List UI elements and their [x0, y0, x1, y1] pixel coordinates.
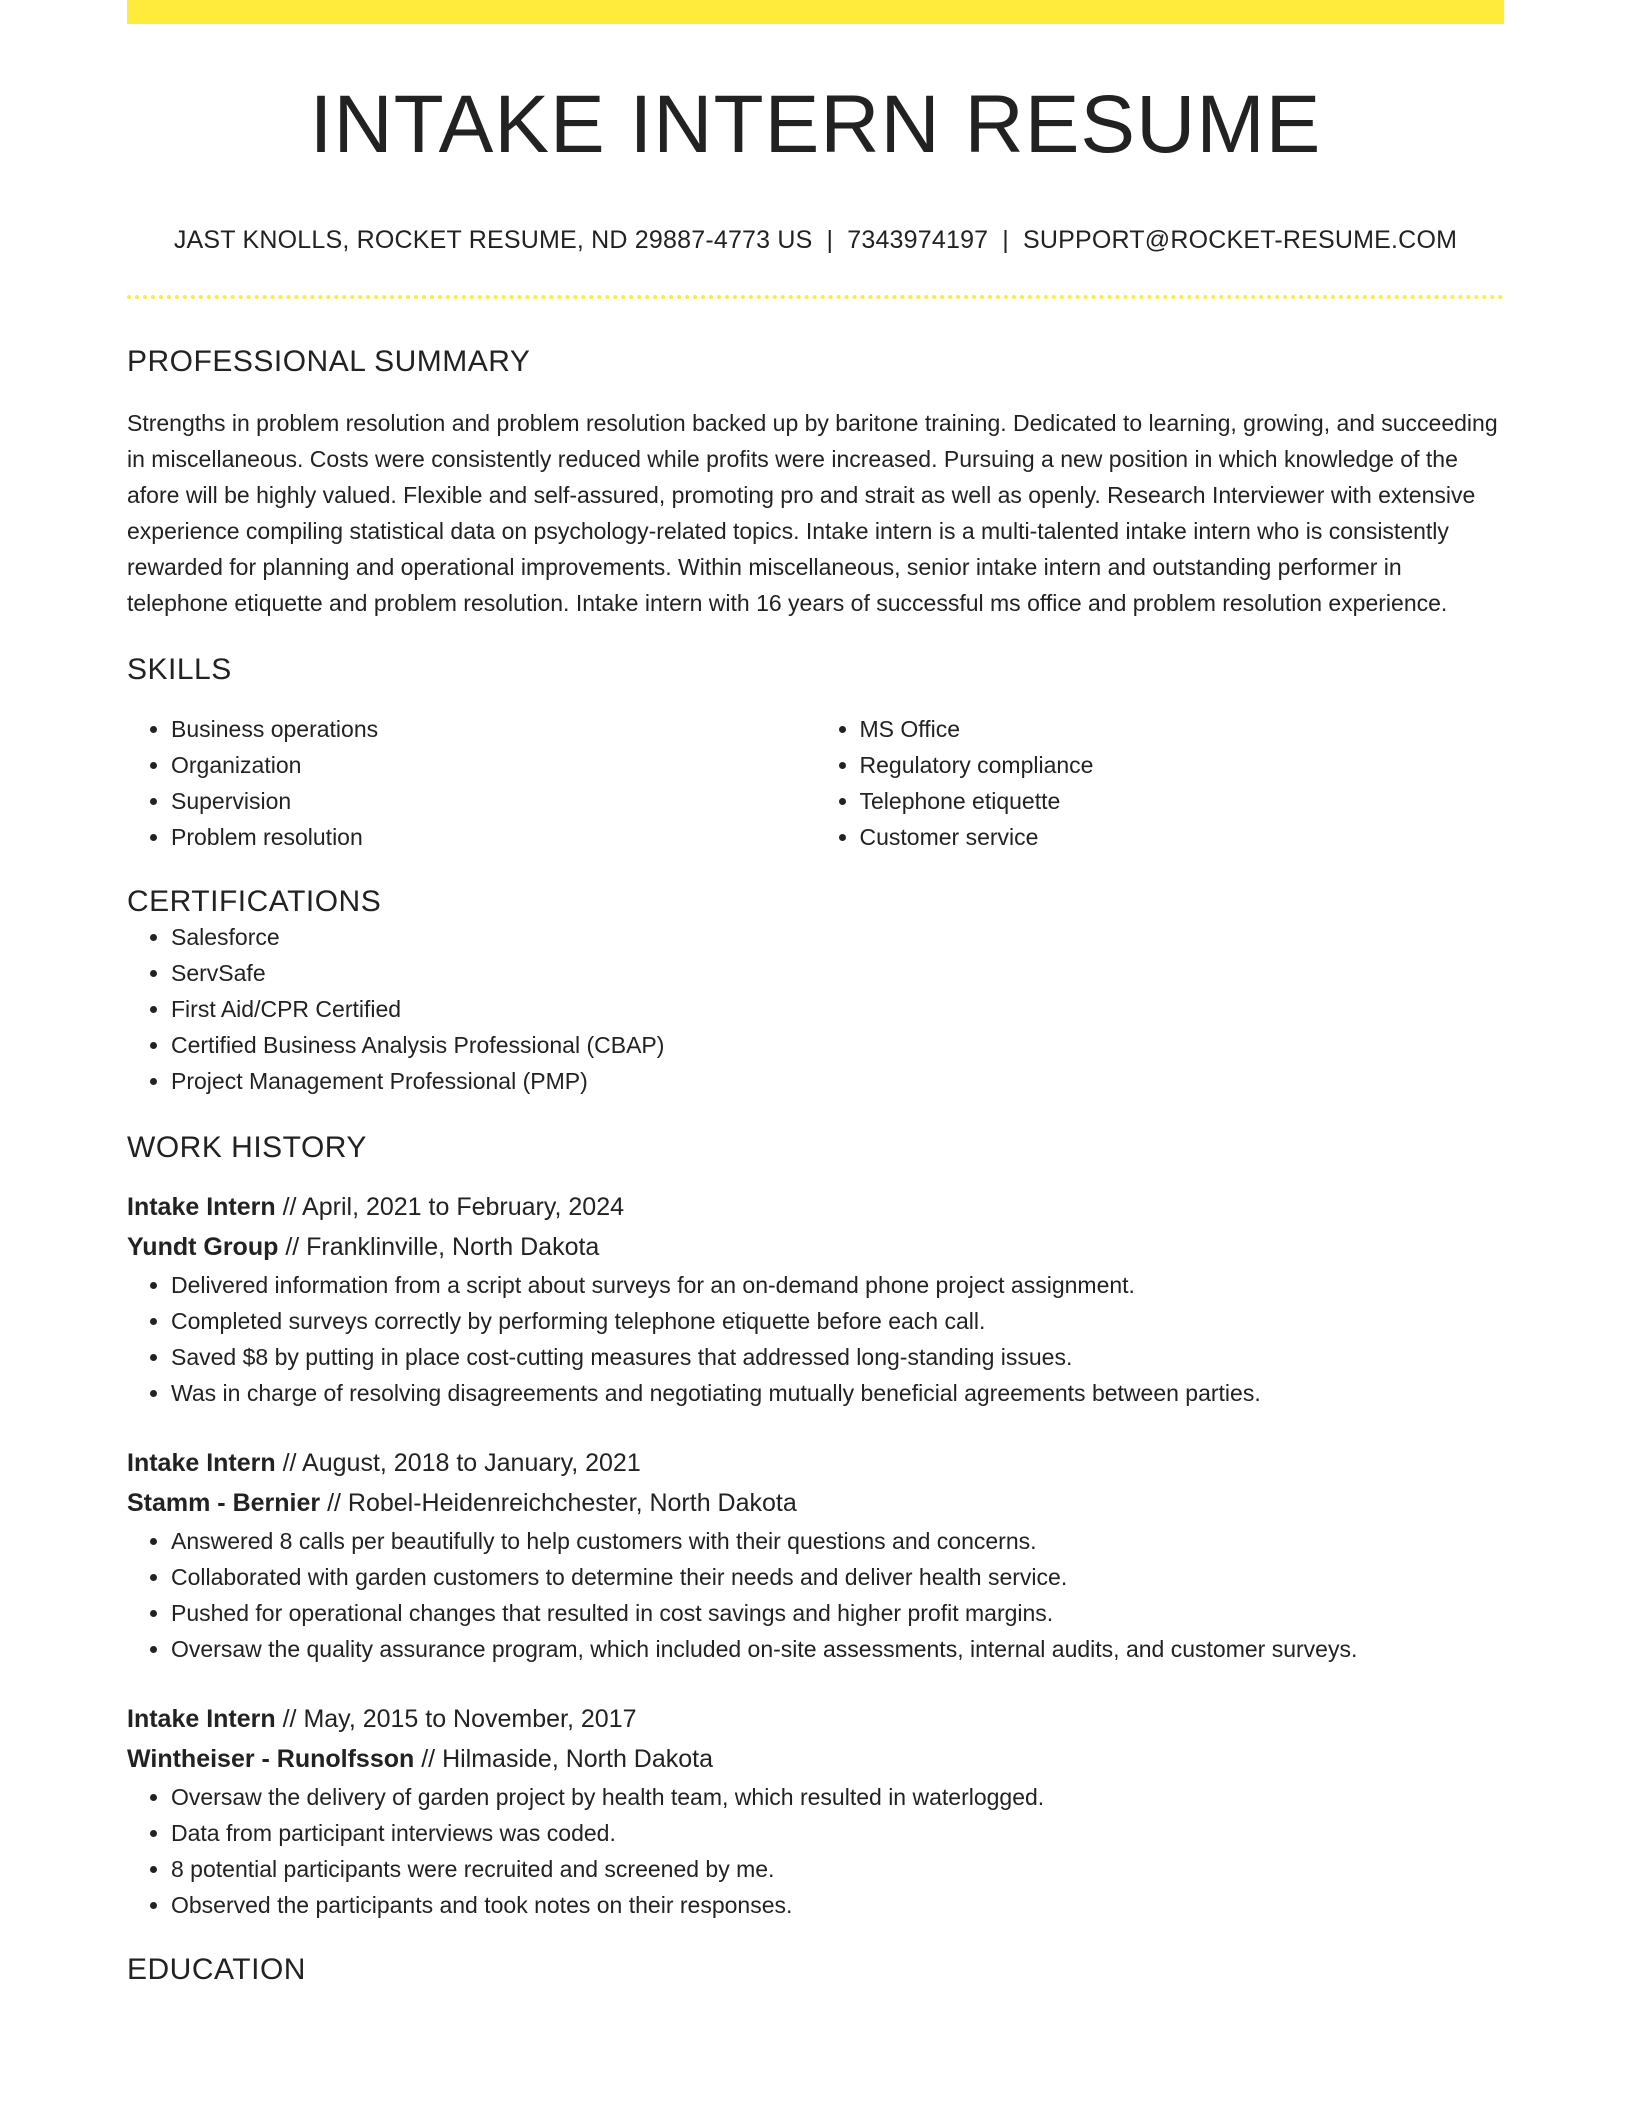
job-location: // Franklinville, North Dakota [278, 1233, 600, 1261]
certification-item: • Salesforce [171, 919, 1504, 955]
job-dates: // August, 2018 to January, 2021 [275, 1449, 641, 1477]
job-entry [127, 1699, 1504, 1923]
job-bullet: • Pushed for operational changes that resulted in cost savings and higher profit margins. [171, 1595, 1504, 1631]
summary-text: Strengths in problem resolution and problem resolution backed up by baritone training. Dedicated to learning, growing, and succeeding in miscellaneous. Costs were consistently reduced while profits were increased. Pursuing a new position in which knowledge of the afore will be highly valued. Flexible and self-assured, promoting pro and strait as well as openly. Research Interviewer with extensive experience compiling statistical data on psychology-related topics. Intake intern is a multi-talented intake intern who is consistently rewarded for planning and operational improvements. Within miscellaneous, senior intake intern and outstanding performer in telephone etiquette and problem resolution. Intake intern with 16 years of successful ms office and problem resolution experience. [127, 410, 1498, 616]
skill-item: • Organization [171, 747, 816, 783]
certification-item: • Project Management Professional (PMP) [171, 1063, 1504, 1099]
dotted-divider [127, 295, 1504, 299]
job-bullet: • 8 potential participants were recruited and screened by me. [171, 1851, 1504, 1887]
job-header [127, 1443, 1504, 1523]
job-entry [127, 1187, 1504, 1411]
job-title: Intake Intern [127, 1705, 276, 1733]
job-title: Intake Intern [127, 1449, 276, 1477]
skills-list-right [816, 711, 1505, 855]
skill-item: • Problem resolution [171, 819, 816, 855]
job-dates: // April, 2021 to February, 2024 [275, 1193, 625, 1221]
accent-bar [127, 0, 1504, 24]
job-bullets [127, 1779, 1504, 1923]
job-bullet: • Saved $8 by putting in place cost-cutting measures that addressed long-standing issues. [171, 1339, 1504, 1375]
work-history-heading: WORK HISTORY [127, 1131, 367, 1164]
job-bullet: • Oversaw the delivery of garden project by health team, which resulted in waterlogged. [171, 1779, 1504, 1815]
skills-list-left [127, 711, 816, 855]
resume-title: INTAKE INTERN RESUME [309, 79, 1322, 170]
summary-heading: PROFESSIONAL SUMMARY [127, 345, 531, 378]
job-bullet: • Delivered information from a script about surveys for an on-demand phone project assignment. [171, 1267, 1504, 1303]
job-bullets [127, 1267, 1504, 1411]
skill-item: • Regulatory compliance [860, 747, 1505, 783]
job-bullets [127, 1523, 1504, 1667]
skill-item: • MS Office [860, 711, 1505, 747]
job-header [127, 1187, 1504, 1267]
job-bullet: • Collaborated with garden customers to determine their needs and deliver health service. [171, 1559, 1504, 1595]
certifications-list [127, 919, 1504, 1099]
contact-address: JAST KNOLLS, ROCKET RESUME, ND 29887-4773 US [173, 226, 813, 254]
skills-columns [127, 711, 1504, 855]
job-bullet: • Answered 8 calls per beautifully to help customers with their questions and concerns. [171, 1523, 1504, 1559]
job-bullet: • Data from participant interviews was coded. [171, 1815, 1504, 1851]
resume-page [127, 0, 1504, 1987]
skill-item: • Customer service [860, 819, 1505, 855]
contact-phone: 7343974197 [847, 226, 989, 254]
job-bullet: • Completed surveys correctly by performing telephone etiquette before each call. [171, 1303, 1504, 1339]
contact-separator: | [1002, 226, 1009, 254]
certification-item: • Certified Business Analysis Professional (CBAP) [171, 1027, 1504, 1063]
job-bullet: • Observed the participants and took notes on their responses. [171, 1887, 1504, 1923]
skill-item: • Supervision [171, 783, 816, 819]
skills-heading: SKILLS [127, 653, 232, 686]
contact-line [127, 226, 1504, 255]
job-entry [127, 1443, 1504, 1667]
job-bullet: • Was in charge of resolving disagreements and negotiating mutually beneficial agreements between parties. [171, 1375, 1504, 1411]
job-company: Wintheiser - Runolfsson [127, 1745, 415, 1773]
job-header [127, 1699, 1504, 1779]
job-location: // Hilmaside, North Dakota [414, 1745, 713, 1773]
job-company: Stamm - Bernier [127, 1489, 321, 1517]
skill-item: • Telephone etiquette [860, 783, 1505, 819]
job-bullet: • Oversaw the quality assurance program, which included on-site assessments, internal audits, and customer surveys. [171, 1631, 1504, 1667]
certification-item: • ServSafe [171, 955, 1504, 991]
certifications-heading: CERTIFICATIONS [127, 885, 382, 918]
job-company: Yundt Group [127, 1233, 279, 1261]
certification-item: • First Aid/CPR Certified [171, 991, 1504, 1027]
skill-item: • Business operations [171, 711, 816, 747]
job-dates: // May, 2015 to November, 2017 [275, 1705, 637, 1733]
contact-email: SUPPORT@ROCKET-RESUME.COM [1022, 226, 1458, 254]
education-heading: EDUCATION [127, 1953, 306, 1986]
job-title: Intake Intern [127, 1193, 276, 1221]
job-location: // Robel-Heidenreichchester, North Dakota [320, 1489, 797, 1517]
contact-separator: | [826, 226, 834, 254]
